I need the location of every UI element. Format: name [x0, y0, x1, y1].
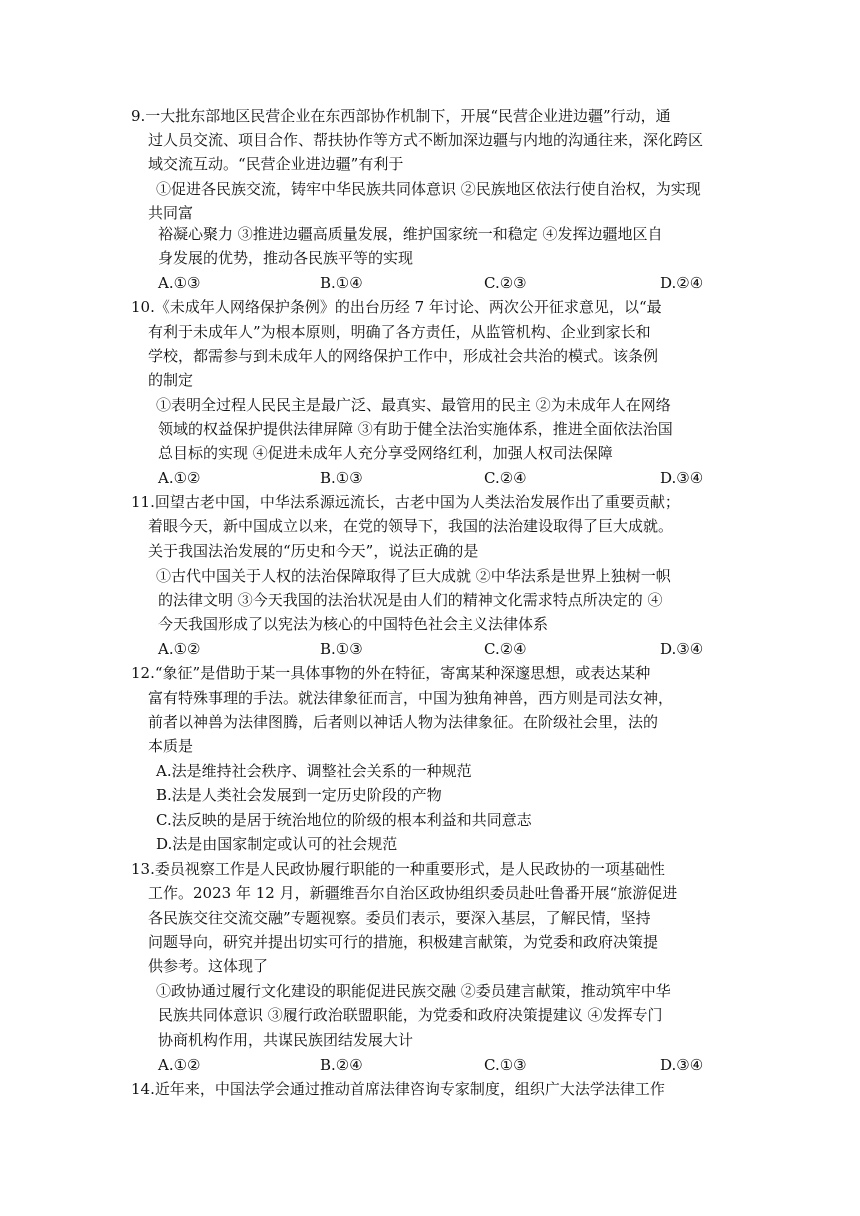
question-12-option-b: B.法是人类社会发展到一定历史阶段的产物: [156, 786, 442, 804]
question-14-stem-line-1: 14.近年来，中国法学会通过推动首席法律咨询专家制度，组织广大法学法律工作: [131, 1080, 665, 1098]
question-12-option-d: D.法是由国家制定或认可的社会规范: [156, 835, 398, 853]
question-13-choice-d: D.③④: [660, 1056, 704, 1074]
question-10-statement-line-2: 领域的权益保护提供法律屏障 ③有助于健全法治实施体系，推进全面依法治国: [158, 420, 673, 438]
question-10-choice-b: B.①③: [320, 469, 363, 487]
question-10-stem-line-2: 有利于未成年人”为根本原则，明确了各方责任，从监管机构、企业到家长和: [148, 323, 651, 341]
question-9-statement-line-4: 身发展的优势，推动各民族平等的实现: [158, 249, 414, 267]
question-10-stem-line-3: 学校，都需参与到未成年人的网络保护工作中，形成社会共治的模式。该条例: [148, 347, 659, 365]
question-10-statement-line-3: 总目标的实现 ④促进未成年人充分享受网络红利，加强人权司法保障: [158, 444, 613, 462]
question-9-choice-b: B.①④: [320, 274, 363, 292]
question-12-stem-line-1: 12.“象征”是借助于某一具体事物的外在特征，寄寓某种深邃思想，或表达某种: [131, 664, 651, 682]
question-13-statement-line-2: 民族共同体意识 ③履行政治联盟职能，为党委和政府决策提建议 ④发挥专门: [158, 1006, 663, 1024]
question-13-stem-line-2: 工作。2023 年 12 月，新疆维吾尔自治区政协组织委员赴吐鲁番开展“旅游促进: [148, 884, 678, 902]
question-11-stem-line-3: 关于我国法治发展的“历史和今天”，说法正确的是: [148, 542, 479, 560]
question-9-stem-line-3: 域交流互动。“民营企业进边疆”有利于: [148, 155, 404, 173]
question-10-choice-c: C.②④: [484, 469, 527, 487]
question-9-choice-d: D.②④: [660, 274, 704, 292]
question-10-statement-line-1: ①表明全过程人民民主是最广泛、最真实、最管用的民主 ②为未成年人在网络: [156, 396, 671, 414]
question-11-stem-line-1: 11.回望古老中国，中华法系源远流长，古老中国为人类法治发展作出了重要贡献；: [131, 493, 680, 511]
question-11-choice-b: B.①③: [320, 640, 363, 658]
question-10-stem-line-1: 10.《未成年人网络保护条例》的出台历经 7 年讨论、两次公开征求意见，以“最: [131, 298, 662, 316]
question-11-choice-c: C.②④: [484, 640, 527, 658]
question-11-statement-line-2: 的法律文明 ③今天我国的法治状况是由人们的精神文化需求特点所决定的 ④: [158, 591, 663, 609]
question-11-choice-d: D.③④: [660, 640, 704, 658]
question-11-statement-line-1: ①古代中国关于人权的法治保障取得了巨大成就 ②中华法系是世界上独树一帜: [156, 567, 671, 585]
question-9-statement-line-2: 共同富: [148, 204, 194, 222]
question-13-stem-line-1: 13.委员视察工作是人民政协履行职能的一种重要形式，是人民政协的一项基础性: [131, 860, 665, 878]
question-12-option-a: A.法是维持社会秩序、调整社会关系的一种规范: [156, 762, 472, 780]
question-13-choice-c: C.①③: [484, 1056, 527, 1074]
question-9-choice-a: A.①③: [158, 274, 201, 292]
question-9-choice-c: C.②③: [484, 274, 527, 292]
question-13-choice-b: B.②④: [320, 1056, 363, 1074]
question-13-statement-line-3: 协商机构作用，共谋民族团结发展大计: [158, 1031, 414, 1049]
question-9-statement-line-1: ①促进各民族交流，铸牢中华民族共同体意识 ②民族地区依法行使自治权，为实现: [156, 180, 701, 198]
question-12-stem-line-2: 富有特殊事理的手法。就法律象征而言，中国为独角神兽，西方则是司法女神，: [148, 689, 674, 707]
question-11-stem-line-2: 着眼今天，新中国成立以来，在党的领导下，我国的法治建设取得了巨大成就。: [148, 517, 674, 535]
question-9-stem-line-2: 过人员交流、项目合作、帮扶协作等方式不断加深边疆与内地的沟通往来，深化跨区: [148, 131, 704, 149]
question-10-stem-line-4: 的制定: [148, 371, 194, 389]
question-11-choice-a: A.①②: [158, 640, 201, 658]
question-9-stem-line-1: 9.一大批东部地区民营企业在东西部协作机制下，开展“民营企业进边疆”行动，通: [131, 107, 671, 125]
question-13-stem-line-4: 问题导向，研究并提出切实可行的措施，积极建言献策，为党委和政府决策提: [148, 933, 659, 951]
question-13-choice-a: A.①②: [158, 1056, 201, 1074]
question-12-stem-line-3: 前者以神兽为法律图腾，后者则以神话人物为法律象征。在阶级社会里，法的: [148, 713, 659, 731]
question-10-choice-a: A.①②: [158, 469, 201, 487]
question-10-choice-d: D.③④: [660, 469, 704, 487]
question-13-stem-line-3: 各民族交往交流交融”专题视察。委员们表示，要深入基层，了解民情，坚持: [148, 909, 651, 927]
question-13-stem-line-5: 供参考。这体现了: [148, 957, 269, 975]
question-13-statement-line-1: ①政协通过履行文化建设的职能促进民族交融 ②委员建言献策，推动筑牢中华: [156, 982, 671, 1000]
question-12-stem-line-4: 本质是: [148, 737, 194, 755]
question-11-statement-line-3: 今天我国形成了以宪法为核心的中国特色社会主义法律体系: [158, 615, 549, 633]
question-9-statement-line-3: 裕凝心聚力 ③推进边疆高质量发展，维护国家统一和稳定 ④发挥边疆地区自: [158, 225, 663, 243]
question-12-option-c: C.法反映的是居于统治地位的阶级的根本利益和共同意志: [156, 811, 532, 829]
